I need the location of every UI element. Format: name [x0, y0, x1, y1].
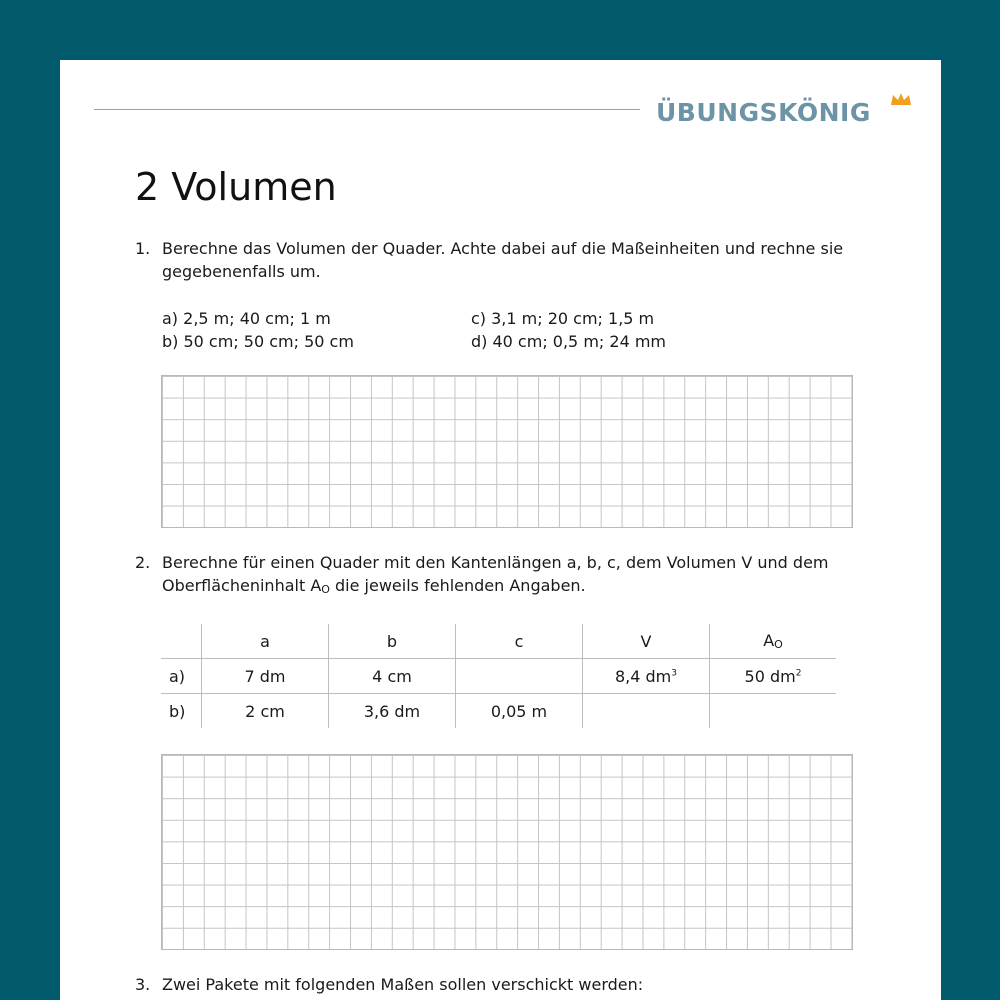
answer-grid-1[interactable]	[161, 375, 853, 528]
worksheet-page	[60, 60, 941, 1000]
task-text: Berechne das Volumen der Quader. Achte dabei auf die Maßeinheiten und rechne sie gegebenenfalls um.	[162, 239, 844, 281]
cell-ao[interactable]	[710, 694, 837, 729]
task-1-items-left	[162, 307, 354, 353]
header-rule	[94, 109, 640, 110]
row-label: a)	[161, 659, 202, 694]
cell-b: 3,6 dm	[329, 694, 456, 729]
cell-c[interactable]	[456, 659, 583, 694]
row-label: b)	[169, 701, 186, 721]
item-a: a) 2,5 m; 40 cm; 1 m	[162, 309, 331, 328]
cell-ao: 50 $dm^2$	[710, 659, 837, 694]
col-header-v: V	[583, 624, 710, 659]
brand-logo-text: ÜBUNGSKÖNIG	[656, 98, 871, 127]
values-table	[161, 624, 836, 728]
col-header-c: c	[456, 624, 583, 659]
table-row	[161, 659, 836, 694]
table-row	[161, 694, 836, 729]
task-number: 1.	[135, 239, 151, 258]
task-number: 2.	[135, 553, 151, 572]
item-c: c) 3,1 m; 20 cm; 1,5 m	[471, 309, 655, 328]
col-header-b: b	[329, 624, 456, 659]
task-number: 3.	[135, 975, 151, 994]
task-1-items-right	[471, 307, 666, 353]
table-header-row	[161, 624, 836, 659]
page-title: 2 Volumen	[135, 165, 337, 209]
answer-grid-2[interactable]	[161, 754, 853, 950]
cell-a: 7 dm	[202, 659, 329, 694]
cell-a: 2 cm	[202, 694, 329, 729]
cell-v[interactable]	[583, 694, 710, 729]
task-text: Zwei Pakete mit folgenden Maßen sollen verschickt werden:	[162, 975, 644, 994]
item-d: d) 40 cm; 0,5 m; 24 mm	[471, 332, 666, 351]
task-text: Berechne für einen Quader mit den Kantenlängen a, b, c, dem Volumen V und dem Oberflächeninhalt $A_O$ die jeweils fehlenden Angaben.	[162, 553, 829, 596]
cell-c: 0,05 m	[456, 694, 583, 729]
col-header-a: a	[202, 624, 329, 659]
cell-v: 8,4 $dm^3$	[583, 659, 710, 694]
cell-b: 4 cm	[329, 659, 456, 694]
col-header-ao: $A_O$	[710, 624, 837, 659]
crown-icon	[890, 92, 912, 106]
item-b: b) 50 cm; 50 cm; 50 cm	[162, 332, 354, 351]
